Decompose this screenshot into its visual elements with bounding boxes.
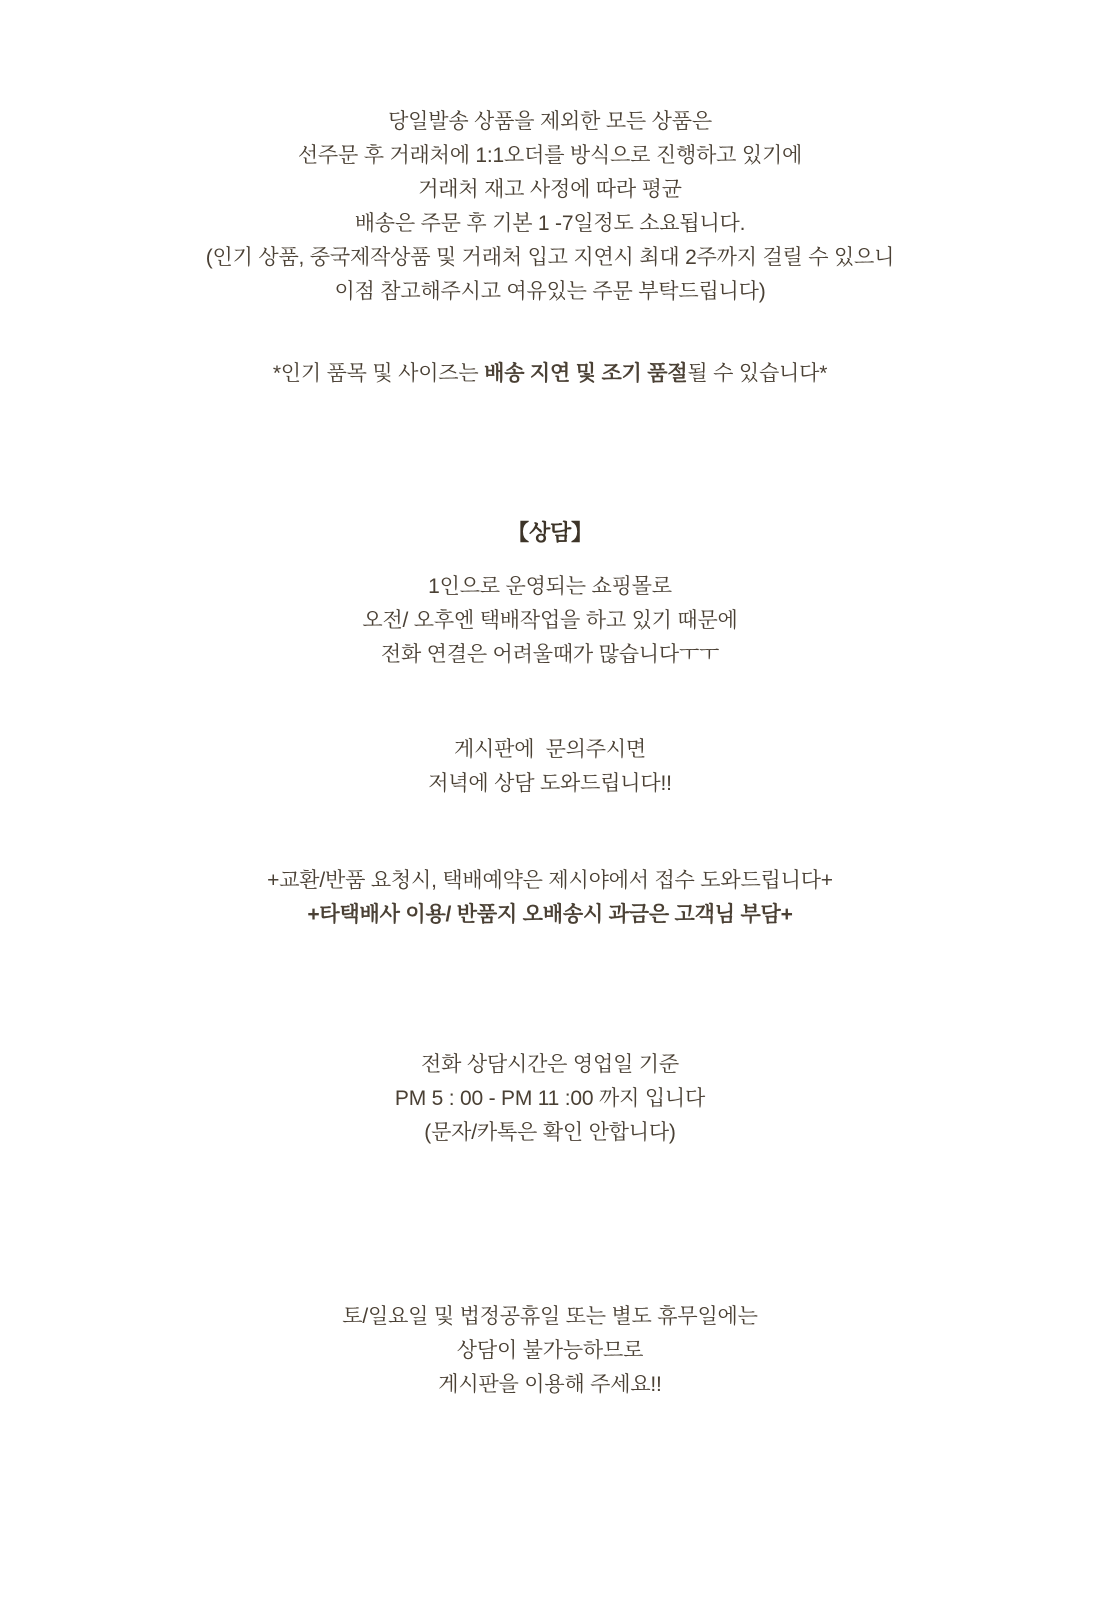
holiday-note <box>0 1300 1100 1402</box>
consult-intro-line: 전화 연결은 어려울때가 많습니다ㅜㅜ <box>380 643 720 667</box>
consult-intro-block <box>0 570 1100 672</box>
holiday-note-line: 게시판을 이용해 주세요!! <box>438 1373 662 1397</box>
board-note-line: 게시판에 문의주시면 <box>453 738 647 761</box>
popular-note-emphasis: 배송 지연 및 조기 품절 <box>484 362 688 385</box>
popular-note-suffix: 될 수 있습니다* <box>687 362 828 385</box>
consult-section-heading <box>0 515 1100 551</box>
popular-note-prefix: *인기 품목 및 사이즈는 <box>272 362 485 385</box>
shipping-notice-line: 선주문 후 거래처에 1:1오더를 방식으로 진행하고 있기에 <box>297 144 803 168</box>
board-note-line: 저녁에 상담 도와드립니다!! <box>428 772 672 796</box>
holiday-note-line: 토/일요일 및 법정공휴일 또는 별도 휴무일에는 <box>342 1305 758 1328</box>
shipping-notice-line: 이점 참고해주시고 여유있는 주문 부탁드립니다) <box>334 280 766 304</box>
hours-note-line: (문자/카톡은 확인 안합니다) <box>424 1121 676 1145</box>
exchange-note-line: +교환/반품 요청시, 택배예약은 제시야에서 접수 도와드립니다+ <box>267 869 833 892</box>
phone-hours-note <box>0 1048 1100 1150</box>
board-inquiry-note <box>0 733 1100 801</box>
exchange-note-line-bold: +타택배사 이용/ 반품지 오배송시 과금은 고객님 부담+ <box>307 903 793 927</box>
hours-note-line: PM 5 : 00 - PM 11 :00 까지 입니다 <box>394 1087 706 1111</box>
holiday-note-line: 상담이 불가능하므로 <box>456 1339 644 1363</box>
shipping-notice-line: 거래처 재고 사정에 따라 평균 <box>418 178 682 202</box>
shipping-notice-block <box>0 105 1100 309</box>
consult-intro-line: 1인으로 운영되는 쇼핑몰로 <box>428 575 672 598</box>
shipping-notice-line: (인기 상품, 중국제작상품 및 거래처 입고 지연시 최대 2주까지 걸릴 수 있으니 <box>205 246 895 270</box>
consult-heading-text: 【상담】 <box>507 520 593 545</box>
shipping-notice-line: 당일발송 상품을 제외한 모든 상품은 <box>388 110 712 133</box>
shipping-notice-line: 배송은 주문 후 기본 1 -7일정도 소요됩니다. <box>354 212 746 236</box>
popular-items-note-text <box>0 357 1100 391</box>
exchange-return-note <box>0 864 1100 932</box>
consult-intro-line: 오전/ 오후엔 택배작업을 하고 있기 때문에 <box>362 609 738 633</box>
popular-items-note <box>0 357 1100 391</box>
hours-note-line: 전화 상담시간은 영업일 기준 <box>421 1053 679 1076</box>
